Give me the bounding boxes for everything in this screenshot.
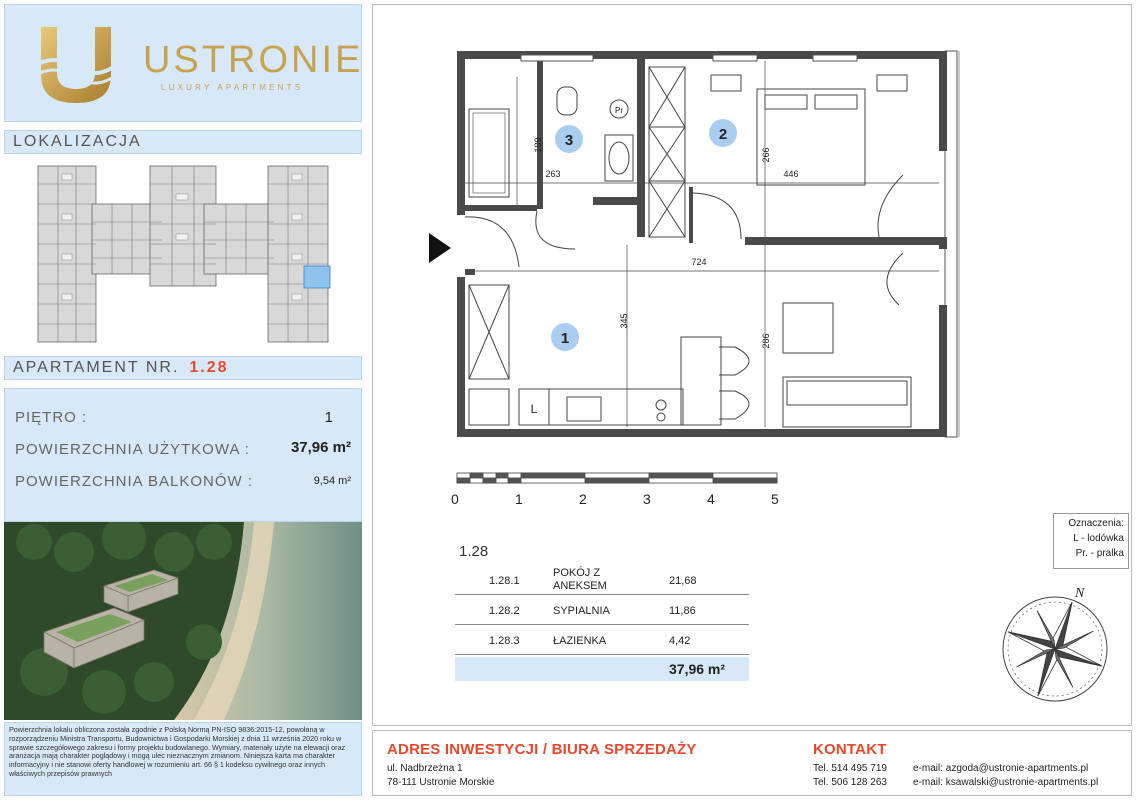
scale-5: 5 (771, 491, 779, 507)
brand-tagline: LUXURY APARTMENTS (161, 83, 304, 92)
logo-panel (4, 4, 362, 122)
plan-panel (372, 4, 1132, 726)
dim-345: 345 (619, 313, 629, 329)
apartment-highlight (304, 266, 330, 288)
room-badge-2 (709, 119, 737, 147)
entrance-arrow-icon (429, 233, 451, 263)
contact-heading: KONTAKT (813, 741, 887, 758)
dim-263: 263 (545, 169, 561, 179)
apartment-label: APARTAMENT NR. (13, 359, 180, 376)
usable-area-label: POWIERZCHNIA UŻYTKOWA : (15, 441, 250, 458)
phone-2[interactable]: Tel. 506 128 263 (813, 777, 887, 788)
legal-footnote: Powierzchnia lokalu obliczona została zgodnie z Polską Normą PN-ISO 9836:2015-12, powołaną w rozporządzeniu Ministra Transportu, Budownictwa i Gospodarki Morskiej z dnia 11 września 2020 roku w sprawie szczegółowego zakresu i formy projektu budowlanego. Wymiary, materiały użyte na elewacji oraz aranżacja mają charakter poglądowy i mogą ulec nieznacznym zmianom. Niniejsza karta ma charakter informacyjny i nie stanowi oferty handlowej w rozumieniu art. 66 § 1 kodeksu cywilnego oraz innych właściwych przepisów prawnych (4, 722, 362, 796)
logo-u-icon (31, 23, 121, 105)
room-id: 1.28.2 (489, 605, 520, 617)
room-name: POKÓJ Z ANEKSEM (553, 567, 607, 592)
dim-266: 266 (761, 147, 771, 163)
fridge-label: L (530, 402, 538, 416)
room-area: 21,68 (669, 575, 697, 587)
compass-north-label: N (1075, 586, 1085, 601)
room-id: 1.28.1 (489, 575, 520, 587)
address-heading: ADRES INWESTYCJI / BIURA SPRZEDAŻY (387, 741, 697, 758)
bed (757, 89, 865, 185)
dim-446: 446 (783, 169, 799, 179)
brand-name: USTRONIE (143, 39, 364, 81)
svg-text:2: 2 (718, 126, 728, 143)
floor-label: PIĘTRO : (15, 409, 88, 426)
scale-3: 3 (643, 491, 651, 507)
bathtub (469, 109, 509, 197)
svg-text:3: 3 (564, 132, 574, 149)
balcony-area-value: 9,54 m² (313, 475, 351, 487)
apartment-heading (4, 356, 362, 380)
dim-724: 724 (691, 257, 707, 267)
scale-2: 2 (579, 491, 587, 507)
usable-area-value: 37,96 m² (290, 439, 351, 456)
floor-value: 1 (324, 409, 333, 426)
rooms-total-value: 37,96 m² (669, 661, 726, 677)
email-1[interactable]: e-mail: azgoda@ustronie-apartments.pl (913, 763, 1089, 774)
scale-1: 1 (515, 491, 523, 507)
room-row (455, 595, 749, 625)
balcony-area-label: POWIERZCHNIA BALKONÓW : (15, 473, 254, 490)
footer (372, 730, 1132, 796)
room-area: 4,42 (669, 635, 691, 647)
address-line-1: ul. Nadbrzeżna 1 (387, 763, 463, 774)
apartment-info-panel (4, 388, 362, 522)
apartment-number: 1.28 (189, 359, 229, 376)
room-name: ŁAZIENKA (553, 635, 607, 647)
room-badge-3 (555, 125, 583, 153)
scale-0: 0 (451, 491, 459, 507)
legend (1053, 513, 1129, 569)
compass-rose-icon (991, 581, 1127, 711)
scale-4: 4 (707, 491, 715, 507)
rooms-table (455, 565, 749, 681)
scale-bar (457, 473, 777, 483)
room-name: SYPIALNIA (553, 605, 610, 617)
room-row (455, 565, 749, 595)
rooms-title: 1.28 (459, 543, 489, 560)
location-heading: LOKALIZACJA (4, 130, 362, 154)
svg-text:1: 1 (560, 330, 570, 347)
building-locator-map (32, 164, 334, 344)
email-2[interactable]: e-mail: ksawalski@ustronie-apartments.pl (913, 777, 1099, 788)
legend-item-fridge: L - lodówka (1073, 533, 1124, 544)
dim-189: 189 (533, 137, 543, 153)
aerial-photo (4, 522, 362, 720)
sofa (783, 377, 911, 427)
dim-286: 286 (761, 333, 771, 349)
rooms-total (455, 657, 749, 681)
room-badge-1 (551, 323, 579, 351)
legend-item-washer: Pr. - pralka (1075, 548, 1124, 559)
sidebar (4, 4, 362, 796)
room-area: 11,86 (669, 605, 696, 617)
phone-1[interactable]: Tel. 514 495 719 (813, 763, 887, 774)
room-id: 1.28.3 (489, 635, 520, 647)
address-line-2: 78-111 Ustronie Morskie (387, 777, 495, 788)
legend-title: Oznaczenia: (1068, 518, 1124, 529)
toilet (557, 87, 577, 115)
washer-label: Pr (615, 106, 623, 115)
room-row (455, 625, 749, 655)
dining-table (783, 303, 833, 353)
